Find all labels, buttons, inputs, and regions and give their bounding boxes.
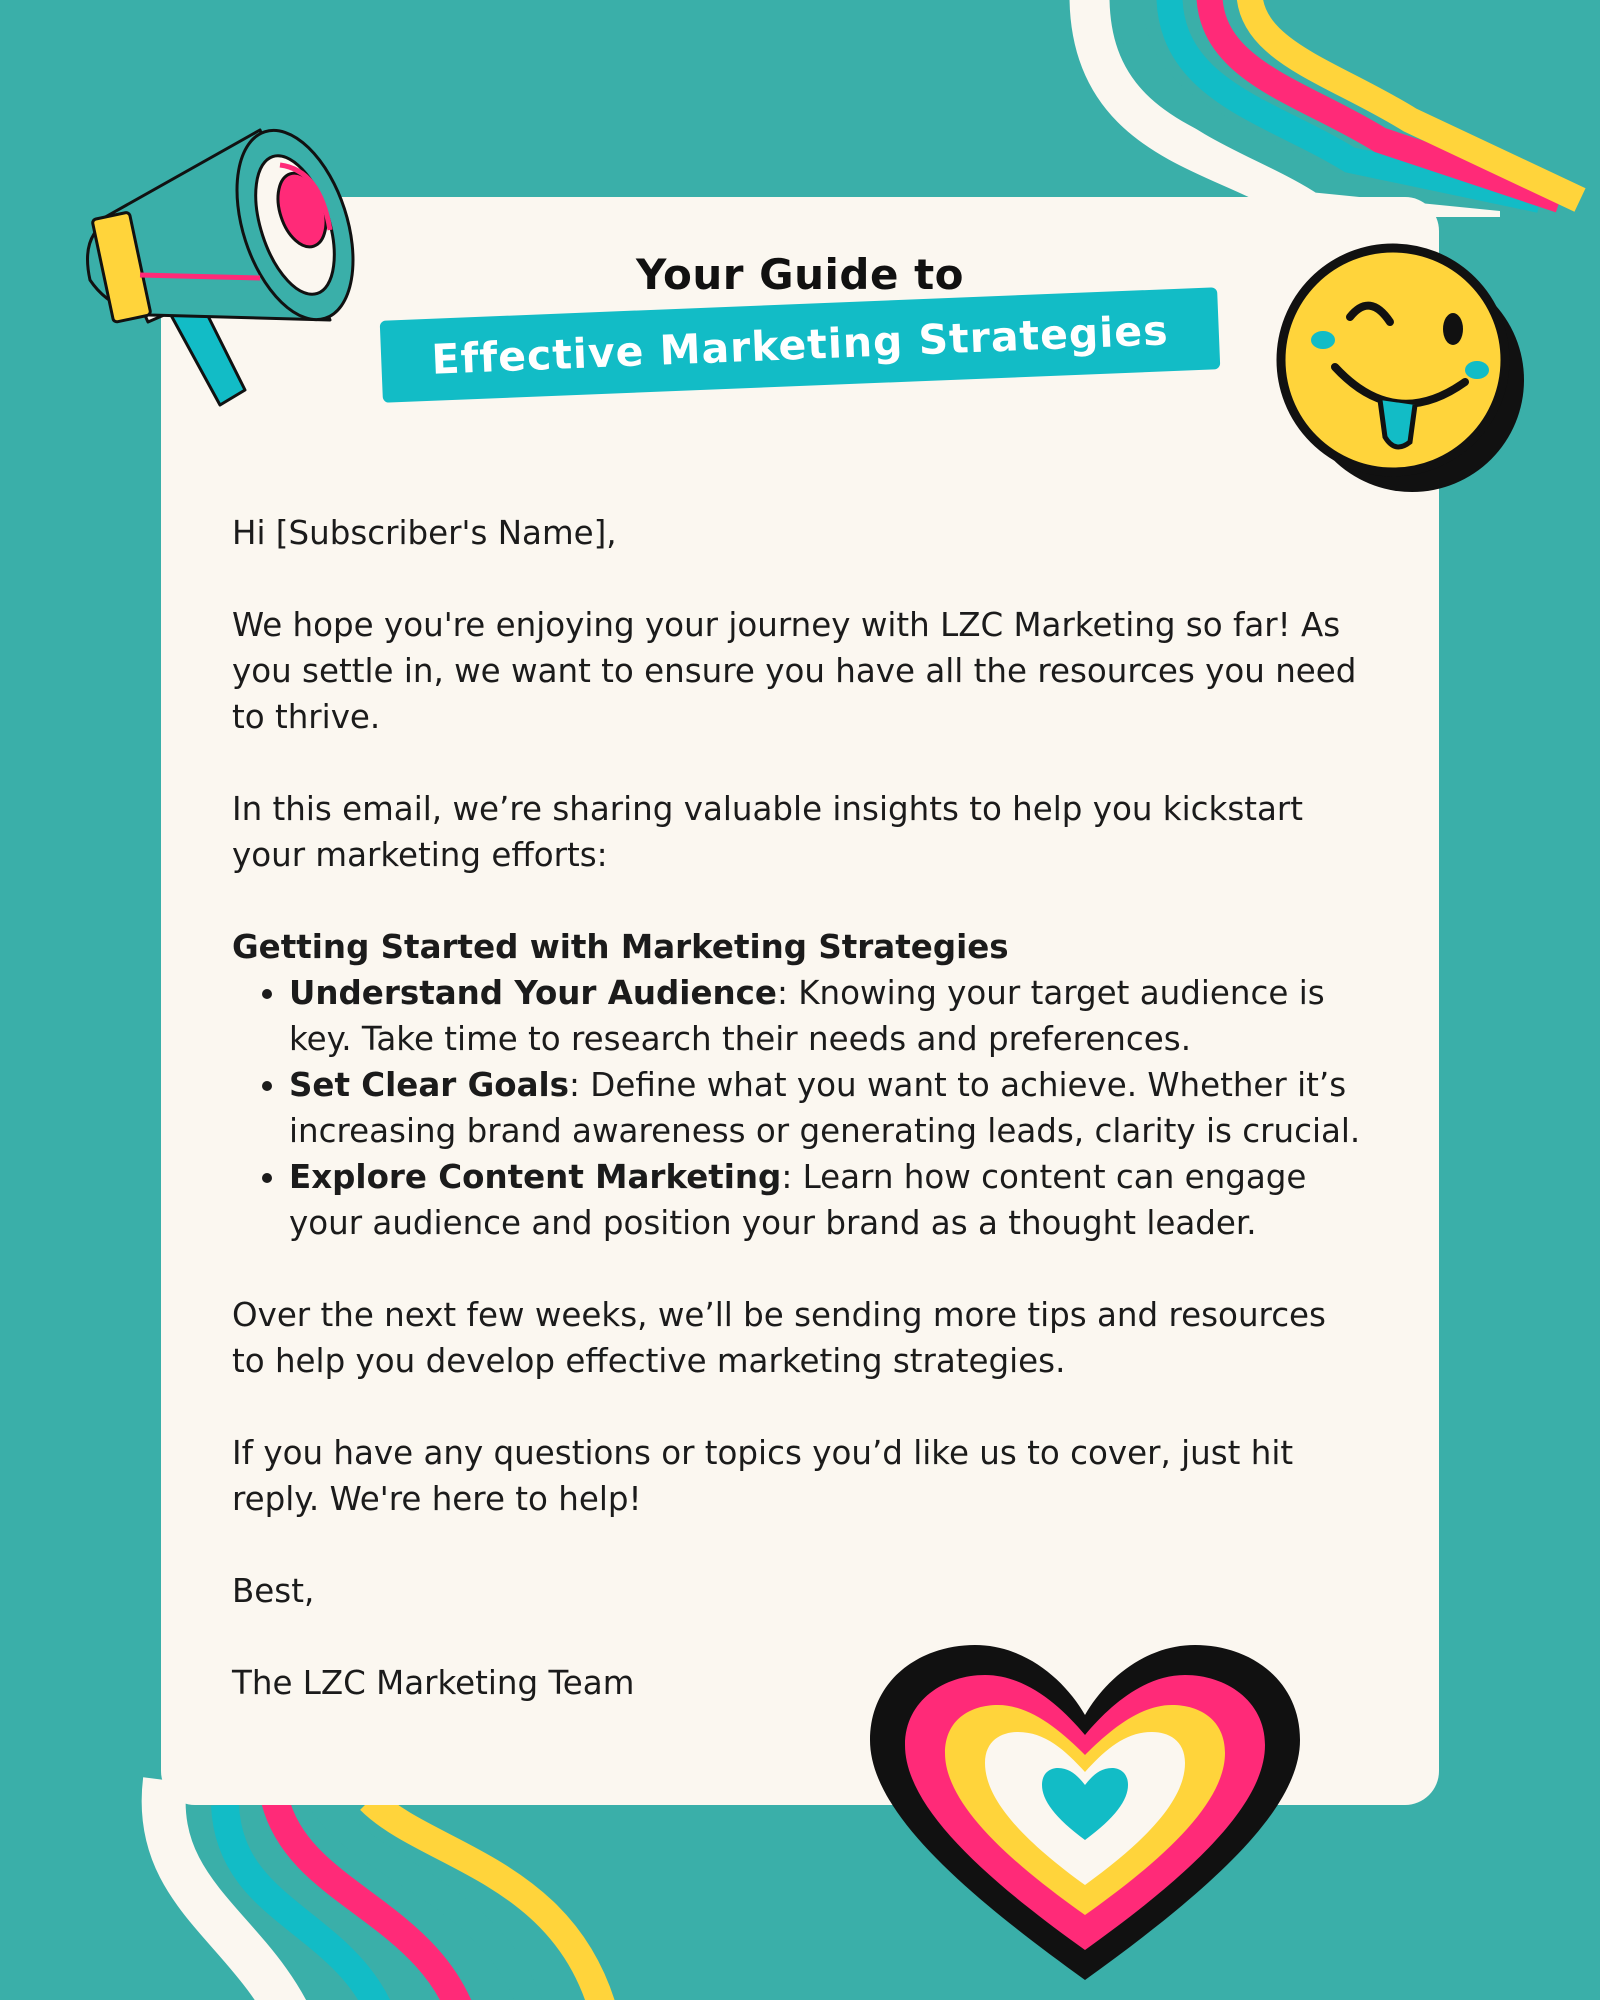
letter-body [232, 510, 1362, 1752]
tip-text: : Learn how content can engage your audience and position your brand as a thought leader. [289, 1158, 1307, 1242]
greeting: Hi [Subscriber's Name], [232, 514, 617, 552]
tip-term: Explore Content Marketing [289, 1158, 782, 1196]
title-line2: Effective Marketing Strategies [430, 306, 1170, 384]
followup-paragraph: Over the next few weeks, we’ll be sending more tips and resources to help you develop effective marketing strategies. [232, 1296, 1326, 1380]
signature: The LZC Marketing Team [232, 1664, 635, 1702]
tip-term: Set Clear Goals [289, 1066, 570, 1104]
signoff: Best, [232, 1572, 315, 1610]
questions-paragraph: If you have any questions or topics you’d like us to cover, just hit reply. We're here to help! [232, 1434, 1294, 1518]
title-line1: Your Guide to [635, 250, 965, 299]
tips-list [232, 970, 1362, 1246]
section-heading: Getting Started with Marketing Strategies [232, 928, 1009, 966]
tip-text: : Knowing your target audience is key. Take time to research their needs and preferences. [289, 974, 1325, 1058]
megaphone-icon [40, 70, 370, 410]
list-item [289, 970, 1362, 1062]
list-item [289, 1062, 1362, 1154]
lead-paragraph: In this email, we’re sharing valuable insights to help you kickstart your marketing efforts: [232, 790, 1304, 874]
list-item [289, 1154, 1362, 1246]
tip-text: : Define what you want to achieve. Whether it’s increasing brand awareness or generating leads, clarity is crucial. [289, 1066, 1361, 1150]
tip-term: Understand Your Audience [289, 974, 777, 1012]
intro-paragraph: We hope you're enjoying your journey with LZC Marketing so far! As you settle in, we want to ensure you have all the resources you need to thrive. [232, 606, 1357, 736]
